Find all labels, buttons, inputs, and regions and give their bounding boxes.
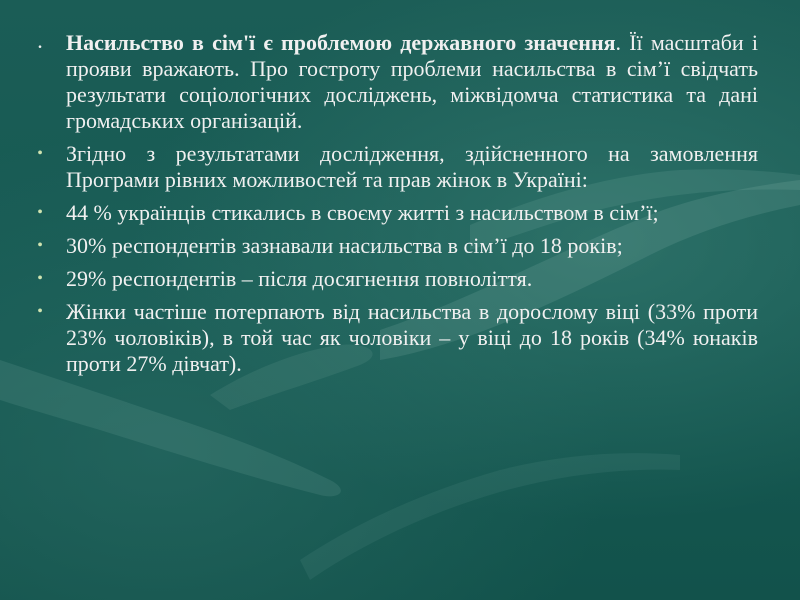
bullet-marker: •: [37, 204, 43, 221]
bullet-text: Згідно з результатами дослідження, здійсненного на замовлення Програми рівних можливостей та прав жінок в Україні:: [66, 141, 758, 192]
bullet-text: 44 % українців стикались в своєму житті з насильством в сім’ї;: [66, 200, 659, 225]
slide-content: [30, 30, 758, 377]
bullet-marker: •: [37, 237, 43, 254]
intro-bold-text: Насильство в сім'ї є проблемою державного значення: [66, 30, 616, 55]
bullet-item-2: [30, 200, 758, 226]
bullet-text: Жінки частіше потерпають від насильства в дорослому віці (33% проти 23% чоловіків), в той час як чоловіки – у віці до 18 років (34% юнаків проти 27% дівчат).: [66, 299, 758, 376]
bullet-item-3: [30, 233, 758, 259]
bullet-item-5: [30, 299, 758, 377]
bullet-marker: •: [37, 303, 43, 320]
bullet-item-4: [30, 266, 758, 292]
bullet-text: 29% респондентів – після досягнення повноліття.: [66, 266, 533, 291]
bullet-marker: •: [37, 145, 43, 162]
intro-marker: .: [37, 28, 43, 53]
bullet-item-1: [30, 141, 758, 193]
intro-rest-text: . Її масштаби і прояви вражають. Про гостроту проблеми насильства в сім’ї свідчать результати соціологічних досліджень, міжвідомча статистика та дані громадських організацій.: [66, 30, 758, 133]
bullet-marker: •: [37, 270, 43, 287]
intro-paragraph: [30, 30, 758, 134]
bullet-text: 30% респондентів зазнавали насильства в сім’ї до 18 років;: [66, 233, 623, 258]
